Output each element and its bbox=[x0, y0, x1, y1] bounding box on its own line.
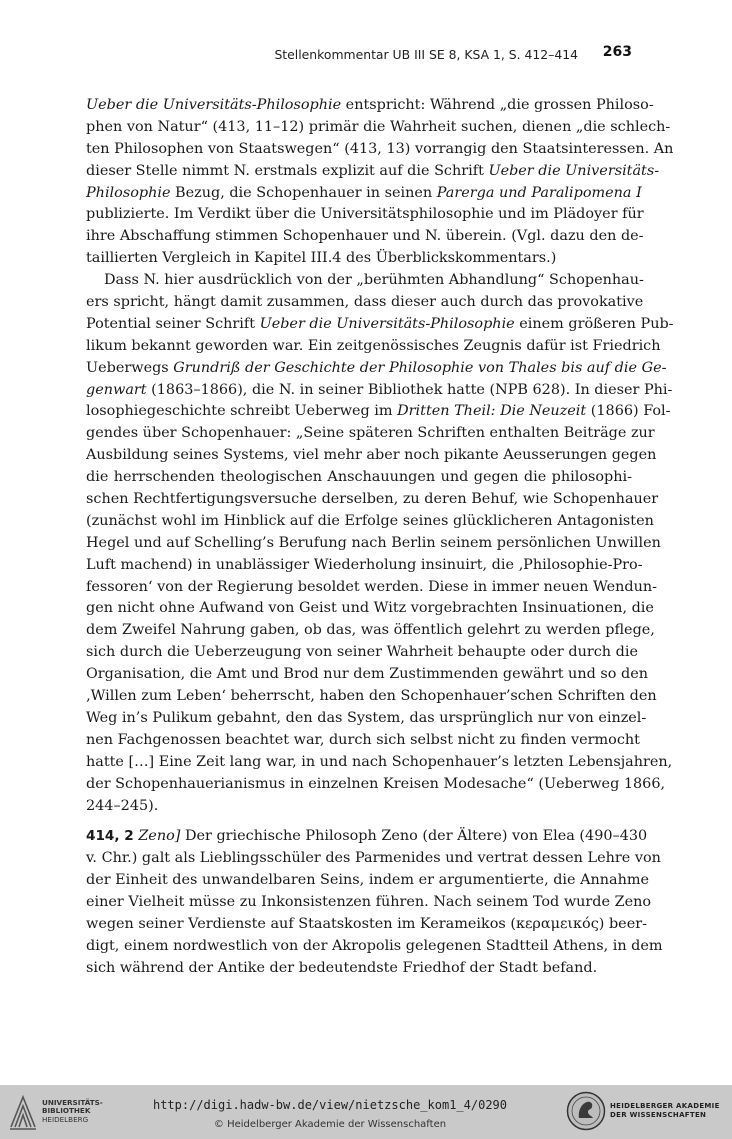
text-run: ihre Abschaffung stimmen Schopenhauer und N. überein. (Vgl. dazu den de- bbox=[86, 228, 644, 245]
text-run: fessoren‘ von der Regierung besoldet werden. Diese in immer neuen Wendun- bbox=[86, 578, 657, 595]
text-run: Ueberwegs bbox=[86, 359, 174, 376]
text-line bbox=[86, 708, 647, 730]
text-run: sich während der Antike der bedeutendste Friedhof der Stadt befand. bbox=[86, 959, 598, 976]
text-run: dem Zweifel Nahrung gaben, ob das, was öffentlich gelehrt zu werden pflege, bbox=[86, 622, 655, 639]
text-line bbox=[86, 336, 661, 358]
text-line bbox=[86, 892, 652, 914]
text-run: (1863–1866), die N. in seiner Bibliothek hatte (NPB 628). In dieser Phi- bbox=[146, 381, 673, 398]
text-line bbox=[86, 380, 673, 402]
hadw-seal-icon bbox=[566, 1091, 606, 1131]
text-run: nen Fachgenossen beachtet war, durch sich selbst nicht zu finden vermocht bbox=[86, 731, 640, 748]
text-run: wegen seiner Verdienste auf Staatskosten im Kerameikos (κεραμεικός) beer- bbox=[86, 915, 647, 932]
text-run: (1866) Fol- bbox=[586, 403, 671, 420]
text-line bbox=[86, 642, 638, 664]
text-line bbox=[86, 292, 644, 314]
text-line bbox=[86, 774, 666, 796]
text-run: der Schopenhauerianismus in einzelnen Kreisen Modesache“ (Ueberweg 1866, bbox=[86, 775, 666, 792]
italic-run: Philosophie bbox=[86, 184, 171, 201]
text-line bbox=[86, 870, 650, 892]
text-run: sich durch die Ueberzeugung von seiner Wahrheit behaupte oder durch die bbox=[86, 644, 638, 661]
text-run: ers spricht, hängt damit zusammen, dass dieser auch durch das provokative bbox=[86, 294, 644, 311]
hadw-line-2: DER WISSENSCHAFTEN bbox=[610, 1111, 707, 1119]
text-line bbox=[86, 620, 655, 642]
italic-run: Grundriß der Geschichte der Philosophie von Thales bis auf die Ge- bbox=[173, 359, 667, 376]
text-run: Hegel und auf Schelling’s Berufung nach Berlin seinem persönlichen Unwillen bbox=[86, 534, 661, 551]
text-line bbox=[86, 511, 654, 533]
text-line bbox=[86, 183, 642, 205]
text-run: taillierten Vergleich in Kapitel III.4 des Überblickskommentars.) bbox=[86, 250, 557, 267]
text-line bbox=[86, 314, 674, 336]
text-run: einem größeren Pub- bbox=[514, 315, 674, 332]
italic-run: Ueber die Universitäts-Philosophie bbox=[259, 315, 515, 332]
hadw-wordmark bbox=[610, 1102, 720, 1120]
text-run: Der griechische Philosoph Zeno (der Ältere) von Elea (490–430 bbox=[180, 828, 648, 845]
text-line bbox=[86, 958, 632, 980]
ub-line-2: BIBLIOTHEK bbox=[42, 1106, 91, 1116]
commentary-body bbox=[86, 95, 674, 980]
italic-run: Ueber die Universitäts- bbox=[488, 162, 660, 179]
text-line bbox=[86, 204, 644, 226]
text-line bbox=[86, 598, 654, 620]
text-run: einer Vielheit müsse zu Inkonsistenzen führen. Nach seinem Tod wurde Zeno bbox=[86, 894, 652, 911]
text-run: gen nicht ohne Aufwand von Geist und Witz vorgebrachten Insinuationen, die bbox=[86, 600, 654, 617]
text-line bbox=[86, 270, 644, 292]
text-line bbox=[86, 248, 632, 270]
text-run: ten Philosophen von Staatswegen“ (413, 13) vorrangig den Staatsinteressen. An bbox=[86, 140, 674, 157]
text-line bbox=[86, 226, 644, 248]
text-line bbox=[86, 467, 632, 489]
text-line bbox=[86, 686, 657, 708]
text-run: phen von Natur“ (413, 11–12) primär die Wahrheit suchen, dienen „die schlech- bbox=[86, 118, 671, 135]
text-run: losophiegeschichte schreibt Ueberweg im bbox=[86, 403, 398, 420]
text-line bbox=[86, 161, 660, 183]
running-header bbox=[86, 43, 632, 65]
text-run: Ausbildung seines Systems, viel mehr aber noch pikante Aeusserungen gegen bbox=[86, 447, 657, 464]
text-run: Dass N. hier ausdrücklich von der „berühmten Abhandlung“ Schopenhau- bbox=[104, 272, 644, 289]
text-line bbox=[86, 826, 648, 848]
italic-run: Ueber die Universitäts-Philosophie bbox=[86, 97, 342, 113]
running-title: Stellenkommentar UB III SE 8, KSA 1, S. 412–414 bbox=[274, 47, 578, 62]
text-run: likum bekannt geworden war. Ein zeitgenössisches Zeugnis dafür ist Friedrich bbox=[86, 337, 661, 354]
text-line bbox=[86, 936, 663, 958]
paragraph-gap bbox=[86, 817, 632, 826]
copyright-notice: © Heidelberger Akademie der Wissenschaften bbox=[213, 1119, 447, 1130]
text-line bbox=[86, 533, 661, 555]
text-run: schen Rechtfertigungsversuche derselben, zu deren Behuf, wie Schopenhauer bbox=[86, 491, 659, 508]
text-run: der Einheit des unwandelbaren Seins, indem er argumentierte, die Annahme bbox=[86, 872, 650, 889]
paragraph-1 bbox=[86, 95, 674, 270]
text-line bbox=[86, 95, 654, 117]
text-run: ‚Willen zum Leben‘ beherrscht, haben den Schopenhauer’schen Schriften den bbox=[86, 688, 657, 705]
text-run: (zunächst wohl im Hinblick auf die Erfolge seines glücklicheren Antagonisten bbox=[86, 512, 654, 529]
text-line bbox=[86, 139, 674, 161]
digitization-footer bbox=[0, 1085, 732, 1139]
ub-line-1: UNIVERSITÄTS- bbox=[42, 1098, 103, 1107]
text-line bbox=[86, 555, 643, 577]
text-line bbox=[86, 730, 640, 752]
text-line bbox=[86, 445, 657, 467]
text-line bbox=[86, 423, 655, 445]
page-number: 263 bbox=[602, 44, 632, 60]
text-run: dieser Stelle nimmt N. erstmals explizit auf die Schrift bbox=[86, 162, 489, 179]
lemma-reference: 414, 2 bbox=[86, 828, 134, 845]
text-run: 244–245). bbox=[86, 797, 159, 814]
permalink-url[interactable]: http://digi.hadw-bw.de/view/nietzsche_kom1_4/0290 bbox=[152, 1098, 507, 1112]
text-line bbox=[86, 401, 671, 423]
ub-line-3: HEIDELBERG bbox=[42, 1114, 89, 1124]
lemma-entry-414-2 bbox=[86, 826, 663, 979]
text-run: entspricht: Während „die grossen Philoso- bbox=[341, 97, 654, 113]
italic-run: Dritten Theil: Die Neuzeit bbox=[397, 403, 587, 420]
italic-run: Zeno] bbox=[138, 828, 181, 845]
text-line bbox=[86, 752, 673, 774]
text-run: Organisation, die Amt und Brod nur dem Zustimmenden gewährt und so den bbox=[86, 666, 648, 683]
hadw-line-1: HEIDELBERGER AKADEMIE bbox=[610, 1102, 720, 1110]
text-run: publizierte. Im Verdikt über die Universitätsphilosophie und im Plädoyer für bbox=[86, 206, 644, 223]
text-line bbox=[86, 358, 667, 380]
text-line bbox=[86, 489, 659, 511]
text-line bbox=[86, 117, 671, 139]
text-run: Potential seiner Schrift bbox=[86, 315, 260, 332]
text-run: Luft machend) in unablässiger Wiederholung insinuirt, die ‚Philosophie-Pro- bbox=[86, 556, 643, 573]
text-line bbox=[86, 664, 648, 686]
text-run: Bezug, die Schopenhauer in seinen bbox=[170, 184, 437, 201]
text-run: die herrschenden theologischen Anschauungen und gegen die philosophi- bbox=[86, 469, 632, 486]
text-line bbox=[86, 577, 657, 599]
text-run: digt, einem nordwestlich von der Akropolis gelegenen Stadtteil Athens, in dem bbox=[86, 937, 663, 954]
text-line bbox=[86, 914, 647, 936]
italic-run: genwart bbox=[86, 381, 147, 398]
text-run: v. Chr.) galt als Lieblingsschüler des Parmenides und vertrat dessen Lehre von bbox=[86, 850, 661, 867]
italic-run: Parerga und Paralipomena I bbox=[436, 184, 642, 201]
text-run: gendes über Schopenhauer: „Seine späteren Schriften enthalten Beiträge zur bbox=[86, 425, 655, 442]
text-line bbox=[86, 796, 632, 818]
text-run: hatte […] Eine Zeit lang war, in und nach Schopenhauer’s letzten Lebensjahren, bbox=[86, 753, 673, 770]
text-line bbox=[86, 848, 661, 870]
paragraph-2 bbox=[86, 270, 674, 817]
text-run: Weg in’s Pulikum gebahnt, den das System, das ursprünglich nur von einzel- bbox=[86, 709, 647, 726]
